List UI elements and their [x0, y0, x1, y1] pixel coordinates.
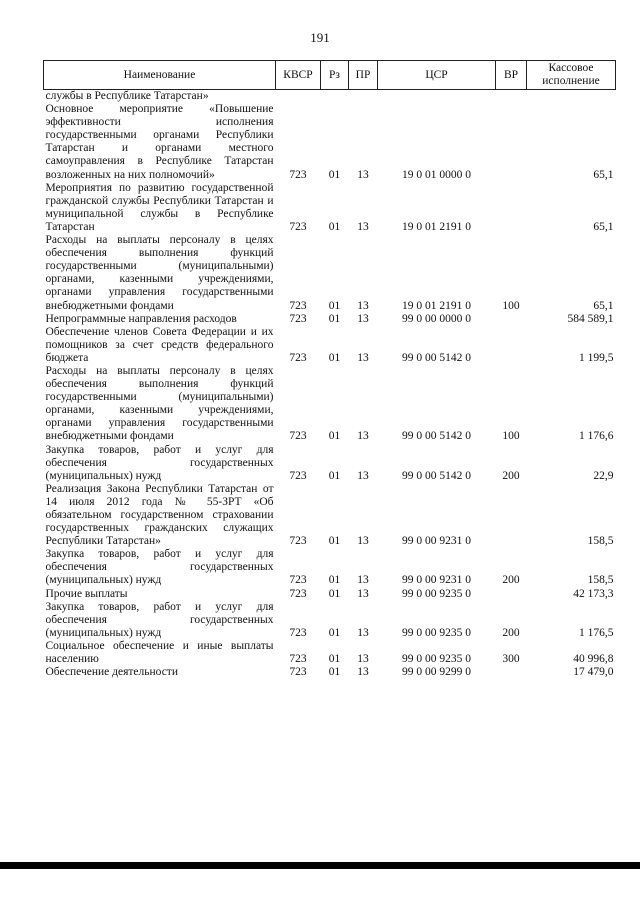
cell-pr: 13	[357, 351, 369, 364]
cell-kvsr: 723	[289, 574, 307, 587]
cell-csr: 99 0 00 9231 0	[402, 574, 471, 587]
cell-rz: 01	[328, 574, 341, 587]
header-amount: Кассовое исполнение	[527, 61, 616, 90]
cell-name: Расходы на выплаты персоналу в целях обеспечения выполнения функций государственными (муниципальными) органами, казенными учреждениями, органами управления государственными внебюджетными фондами	[45, 234, 274, 312]
cell-kvsr: 723	[289, 312, 307, 325]
cell-amount: 65,1	[593, 299, 614, 312]
cell-name: Обеспечение деятельности	[45, 666, 178, 679]
cell-name: Закупка товаров, работ и услуг для обеспечения государственных (муниципальных) нужд	[45, 548, 274, 587]
cell-amount: 42 173,3	[573, 587, 614, 600]
page-number: 191	[310, 30, 330, 45]
cell-csr: 99 0 00 5142 0	[402, 430, 471, 443]
scan-edge-bar	[0, 862, 640, 869]
cell-kvsr: 723	[289, 626, 307, 639]
table-row	[44, 365, 616, 444]
cell-kvsr: 723	[289, 666, 307, 679]
cell-amount: 158,5	[587, 535, 614, 548]
table-body	[44, 90, 616, 680]
table-row	[44, 90, 616, 104]
table-row	[44, 103, 616, 182]
header-rz: Рз	[321, 61, 349, 90]
cell-csr: 19 0 01 2191 0	[402, 220, 471, 233]
cell-rz: 01	[328, 666, 341, 679]
cell-kvsr: 723	[289, 535, 307, 548]
cell-rz: 01	[328, 351, 341, 364]
cell-vr	[496, 103, 527, 182]
table-row	[44, 444, 616, 483]
table-row	[44, 588, 616, 601]
header-kvsr: КВСР	[276, 61, 321, 90]
cell-vr	[496, 326, 527, 365]
cell-amount: 65,1	[593, 168, 614, 181]
cell-pr: 13	[357, 469, 369, 482]
cell-amount: 158,5	[587, 574, 614, 587]
table-row	[44, 182, 616, 234]
cell-pr: 13	[357, 220, 369, 233]
cell-csr: 99 0 00 9299 0	[402, 666, 471, 679]
cell-csr: 99 0 00 9235 0	[402, 626, 471, 639]
cell-csr: 19 0 01 2191 0	[402, 299, 471, 312]
cell-pr: 13	[357, 168, 369, 181]
cell-rz: 01	[328, 626, 341, 639]
cell-amount: 40 996,8	[573, 653, 614, 666]
cell-kvsr: 723	[289, 351, 307, 364]
cell-name: Расходы на выплаты персоналу в целях обеспечения выполнения функций государственными (муниципальными) органами, казенными учреждениями, органами управления государственными внебюджетными фондами	[45, 364, 274, 443]
cell-rz: 01	[328, 220, 341, 233]
cell-pr: 13	[357, 299, 369, 312]
table-row	[44, 326, 616, 365]
cell-pr: 13	[357, 587, 369, 600]
table-row	[44, 640, 616, 666]
header-vr: ВР	[496, 61, 527, 90]
cell-amount: 1 176,5	[579, 626, 614, 639]
cell-vr	[496, 313, 527, 326]
cell-vr: 300	[502, 653, 520, 666]
cell-rz: 01	[328, 299, 341, 312]
cell-csr: 99 0 00 9231 0	[402, 535, 471, 548]
cell-rz: 01	[328, 430, 341, 443]
budget-table	[43, 60, 616, 679]
table-row	[44, 483, 616, 548]
cell-csr: 99 0 00 9235 0	[402, 653, 471, 666]
cell-pr: 13	[357, 535, 369, 548]
cell-amount: 1 176,6	[579, 430, 614, 443]
cell-name: Социальное обеспечение и иные выплаты населению	[45, 639, 274, 666]
cell-amount: 17 479,0	[573, 666, 614, 679]
header-name: Наименование	[44, 61, 276, 90]
cell-csr: 99 0 00 5142 0	[402, 469, 471, 482]
cell-name: Реализация Закона Республики Татарстан от 14 июля 2012 года № 55-ЗРТ «Об обязательном государственном страховании государственных гражданских служащих Республики Татарстан»	[45, 482, 274, 548]
cell-amount: 65,1	[593, 220, 614, 233]
cell-name: Обеспечение членов Совета Федерации и их помощников за счет средств федерального бюджета	[45, 325, 274, 364]
cell-pr: 13	[357, 666, 369, 679]
cell-rz: 01	[328, 653, 341, 666]
cell-rz: 01	[328, 469, 341, 482]
cell-kvsr: 723	[289, 653, 307, 666]
cell-name: Мероприятия по развитию государственной гражданской службы Республики Татарстан и муниципальной службы в Республике Татарстан	[45, 181, 274, 233]
cell-pr: 13	[357, 312, 369, 325]
cell-csr: 99 0 00 9235 0	[402, 587, 471, 600]
cell-name: Основное мероприятие «Повышение эффективности исполнения государственными органами Республики Татарстан и органами местного самоуправления в Республике Татарстан возложенных на них полномочий»	[45, 103, 274, 181]
cell-csr: 99 0 00 5142 0	[402, 351, 471, 364]
cell-csr: 99 0 00 0000 0	[402, 312, 471, 325]
table-header-row	[44, 61, 616, 90]
cell-rz: 01	[328, 168, 341, 181]
cell-vr: 200	[502, 626, 520, 639]
cell-csr	[378, 90, 496, 104]
table-row	[44, 666, 616, 679]
cell-pr: 13	[357, 574, 369, 587]
table-row	[44, 601, 616, 640]
cell-pr: 13	[357, 430, 369, 443]
cell-rz	[321, 90, 349, 104]
cell-amount: 584 589,1	[567, 312, 614, 325]
cell-name: службы в Республике Татарстан»	[45, 90, 209, 102]
cell-name: Прочие выплаты	[45, 587, 128, 600]
cell-vr: 100	[502, 299, 520, 312]
cell-vr: 200	[502, 469, 520, 482]
cell-vr	[496, 90, 527, 104]
cell-kvsr: 723	[289, 168, 307, 181]
cell-kvsr: 723	[289, 299, 307, 312]
cell-amount: 1 199,5	[579, 351, 614, 364]
cell-vr	[496, 483, 527, 548]
cell-amount	[527, 90, 616, 104]
cell-rz: 01	[328, 312, 341, 325]
table-row	[44, 313, 616, 326]
table-row	[44, 548, 616, 587]
cell-name: Закупка товаров, работ и услуг для обеспечения государственных (муниципальных) нужд	[45, 443, 274, 482]
cell-vr	[496, 588, 527, 601]
cell-rz: 01	[328, 587, 341, 600]
cell-vr: 200	[502, 574, 520, 587]
table-row	[44, 234, 616, 313]
cell-kvsr	[276, 90, 321, 104]
cell-kvsr: 723	[289, 430, 307, 443]
cell-kvsr: 723	[289, 469, 307, 482]
cell-csr: 19 0 01 0000 0	[402, 168, 471, 181]
cell-pr	[349, 90, 378, 104]
cell-kvsr: 723	[289, 220, 307, 233]
cell-pr: 13	[357, 653, 369, 666]
cell-kvsr: 723	[289, 587, 307, 600]
cell-amount: 22,9	[593, 469, 614, 482]
cell-vr	[496, 666, 527, 679]
cell-name: Непрограммные направления расходов	[45, 312, 237, 325]
cell-pr: 13	[357, 626, 369, 639]
cell-name: Закупка товаров, работ и услуг для обеспечения государственных (муниципальных) нужд	[45, 600, 274, 639]
cell-rz: 01	[328, 535, 341, 548]
header-pr: ПР	[349, 61, 378, 90]
cell-vr	[496, 182, 527, 234]
cell-vr: 100	[502, 430, 520, 443]
header-csr: ЦСР	[378, 61, 496, 90]
